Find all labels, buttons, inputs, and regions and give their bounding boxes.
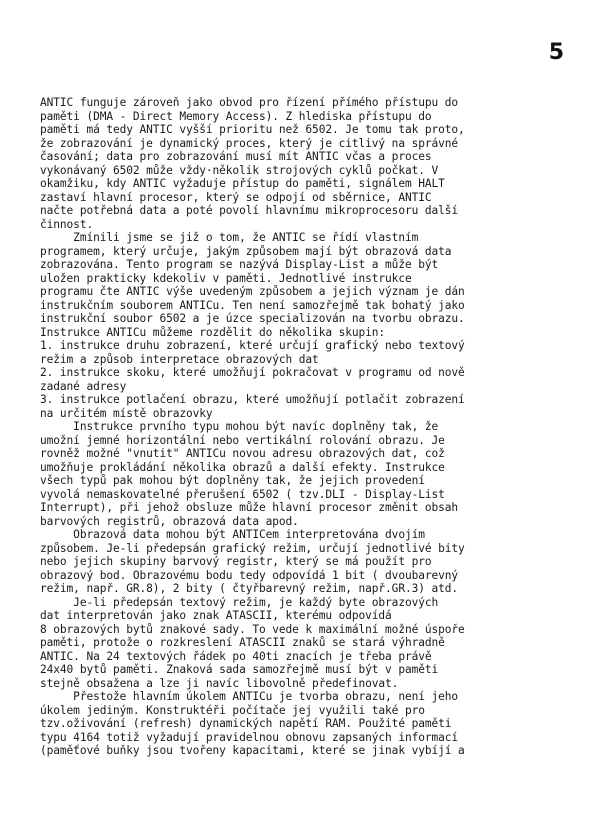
text-line: Obrazová data mohou být ANTICem interpretována dvojím: [40, 528, 425, 541]
text-line: všech typů pak mohou být doplněny tak, že jejich provedení: [40, 474, 425, 487]
text-line: 1. instrukce druhu zobrazení, které určují grafický nebo textový: [40, 339, 465, 352]
text-line: Přestože hlavním úkolem ANTICu je tvorba obrazu, není jeho: [40, 690, 459, 703]
text-line: obrazový bod. Obrazovému bodu tedy odpovídá 1 bit ( dvoubarevný: [40, 568, 459, 582]
text-line: Instrukce ANTICu můžeme rozdělit do několika skupin:: [40, 325, 386, 339]
text-line: okamžiku, kdy ANTIC vyžaduje přístup do paměti, signálem HALT: [40, 177, 445, 190]
text-line: úkolem jediným. Konstruktéři počítače jej využili také pro: [40, 703, 425, 717]
text-line: 8 obrazových bytů znakové sady. To vede k maximální možné úspoře: [40, 622, 465, 636]
text-line: programu čte ANTIC výše uvedeným způsobem a jejich význam je dán: [40, 285, 465, 298]
body-text: [40, 96, 580, 758]
text-line: ANTIC funguje zároveň jako obvod pro řízení přímého přístupu do: [40, 96, 459, 109]
text-line: tzv.oživování (refresh) dynamických napětí RAM. Použité paměti: [40, 717, 452, 730]
text-line: vyvolá nemaskovatelné přerušení 6502 ( tzv.DLI - Display-List: [40, 487, 445, 501]
text-line: paměti, protože o rozkreslení ATASCII znaků se stará výhradně: [40, 636, 445, 649]
text-line: zastaví hlavní procesor, který se odpojí od sběrnice, ANTIC: [40, 190, 432, 204]
text-line: způsobem. Je-li předepsán grafický režim, určují jednotlivé bity: [40, 541, 465, 555]
text-line: vykonávaný 6502 může vždy·několik strojových cyklů počkat. V: [40, 163, 439, 177]
text-line: Instrukce prvního typu mohou být navíc doplněny tak, že: [40, 420, 439, 433]
text-line: dat interpretován jako znak ATASCII, kterému odpovídá: [40, 609, 392, 622]
text-line: instrukčním souborem ANTICu. Ten není samozřejmě tak bohatý jako: [40, 298, 465, 312]
text-line: umožní jemné horizontální nebo vertikální rolování obrazu. Je: [40, 433, 445, 447]
text-line: nebo jejich skupiny barvový registr, který se má použít pro: [40, 555, 432, 568]
text-line: typu 4164 totiž vyžadují pravidelnou obnovu zapsaných informací: [40, 730, 459, 744]
text-line: činnost.: [40, 217, 94, 231]
text-line: paměti (DMA - Direct Memory Access). Z hlediska přístupu do: [40, 109, 432, 123]
text-line: ANTIC. Na 24 textových řádek po 40ti znacích je třeba právě: [40, 649, 432, 663]
text-line: načte potřebná data a poté povolí hlavnímu mikroprocesoru další: [40, 204, 459, 217]
text-line: 3. instrukce potlačení obrazu, které umožňují potlačit zobrazení: [40, 393, 465, 406]
text-line: zobrazována. Tento program se nazývá Display-List a může být: [40, 258, 439, 271]
page-number: 5: [548, 40, 564, 65]
text-line: programem, který určuje, jakým způsobem mají být obrazová data: [40, 244, 452, 258]
text-line: stejně obsažena a lze ji navíc libovolně předefinovat.: [40, 676, 399, 690]
text-line: 2. instrukce skoku, které umožňují pokračovat v programu od nově: [40, 366, 465, 379]
text-line: Je-li předepsán textový režim, je každý byte obrazových: [40, 595, 439, 609]
text-line: že zobrazování je dynamický proces, který je citlivý na správné: [40, 136, 459, 150]
text-line: 24x40 bytů paměti. Znaková sada samozřejmě musí být v paměti: [40, 663, 439, 676]
text-line: časování; data pro zobrazování musí mít ANTIC včas a proces: [40, 150, 432, 163]
text-line: zadané adresy: [40, 379, 127, 393]
text-line: barvových registrů, obrazová data apod.: [40, 514, 299, 528]
text-line: Zmínili jsme se již o tom, že ANTIC se řídí vlastním: [40, 231, 419, 244]
text-line: instrukční soubor 6502 a je úzce specializován na tvorbu obrazu.: [40, 312, 465, 325]
text-line: umožňuje prokládání několika obrazů a další efekty. Instrukce: [40, 460, 445, 474]
text-line: (paměťové buňky jsou tvořeny kapacitami, které se jinak vybíjí a: [40, 744, 465, 757]
text-line: rovněž možné "vnutit" ANTICu novou adresu obrazových dat, což: [40, 447, 445, 460]
text-line: na určitém místě obrazovky: [40, 406, 213, 420]
text-line: Interrupt), při jehož obsluze může hlavní procesor změnit obsah: [40, 501, 459, 514]
text-line: režim a způsob interpretace obrazových dat: [40, 352, 319, 366]
text-line: paměti má tedy ANTIC vyšší prioritu než 6502. Je tomu tak proto,: [40, 123, 465, 136]
text-line: uložen prakticky kdekoliv v paměti. Jednotlivé instrukce: [40, 271, 412, 285]
text-line: režim, např. GR.8), 2 bity ( čtyřbarevný režim, např.GR.3) atd.: [40, 582, 459, 595]
